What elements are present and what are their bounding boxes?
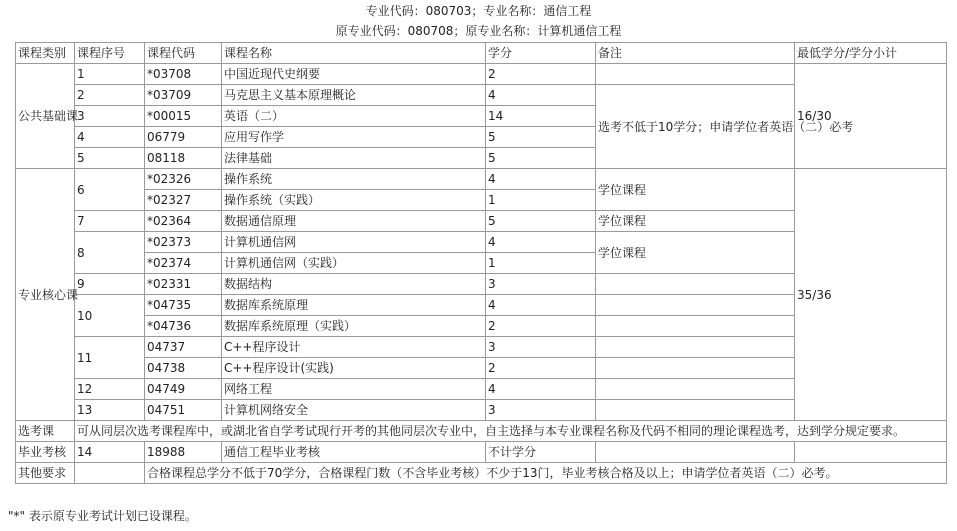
course-code: *02364 (145, 211, 222, 232)
course-name: 计算机通信网（实践） (222, 253, 486, 274)
course-name: 数据通信原理 (222, 211, 486, 232)
course-seq: 7 (75, 211, 145, 232)
course-credit: 1 (486, 253, 596, 274)
graduation-row (16, 442, 947, 463)
course-code: 08118 (145, 148, 222, 169)
category-elective: 选考课 (16, 421, 75, 442)
course-seq: 2 (75, 85, 145, 106)
course-code: *02326 (145, 169, 222, 190)
course-credit: 4 (486, 169, 596, 190)
subtotal-public: 16/30 (795, 64, 947, 169)
course-credit: 5 (486, 148, 596, 169)
course-note-empty (596, 442, 795, 463)
course-name: 计算机通信网 (222, 232, 486, 253)
course-seq: 11 (75, 337, 145, 379)
course-seq: 4 (75, 127, 145, 148)
elective-row (16, 421, 947, 442)
category-core: 专业核心课 (16, 169, 75, 421)
subtotal-core: 35/36 (795, 169, 947, 421)
course-credit: 1 (486, 190, 596, 211)
major-code-line: 专业代码：080703；专业名称：通信工程 (365, 4, 592, 18)
course-credit: 不计学分 (486, 442, 596, 463)
course-seq: 12 (75, 379, 145, 400)
course-name: 数据库系统原理（实践） (222, 316, 486, 337)
course-code: 04751 (145, 400, 222, 421)
course-credit: 5 (486, 127, 596, 148)
table-row (16, 64, 947, 85)
course-credit: 4 (486, 379, 596, 400)
course-code: 18988 (145, 442, 222, 463)
course-note-empty (596, 274, 795, 295)
course-credit: 4 (486, 232, 596, 253)
course-code: *02373 (145, 232, 222, 253)
course-note-empty (596, 379, 795, 400)
course-name: C++程序设计(实践) (222, 358, 486, 379)
course-note-empty (596, 64, 795, 85)
course-code: *03709 (145, 85, 222, 106)
former-major-code-line: 原专业代码：080708；原专业名称：计算机通信工程 (335, 24, 622, 38)
elective-description: 可从同层次选考课程库中，或湖北省自学考试现行开考的其他同层次专业中，自主选择与本专业课程名称及代码不相同的理论课程选考，达到学分规定要求。 (75, 421, 947, 442)
category-other: 其他要求 (16, 463, 75, 484)
note-public: 选考不低于10学分；申请学位者英语（二）必考 (596, 85, 795, 169)
table-header-row (16, 43, 947, 64)
course-name: 马克思主义基本原理概论 (222, 85, 486, 106)
course-name: 数据结构 (222, 274, 486, 295)
table-row (16, 169, 947, 190)
course-code: 06779 (145, 127, 222, 148)
category-graduation: 毕业考核 (16, 442, 75, 463)
course-plan-table (15, 42, 947, 484)
course-code: *04735 (145, 295, 222, 316)
col-header-code: 课程代码 (145, 43, 222, 64)
course-credit: 3 (486, 337, 596, 358)
category-public: 公共基础课 (16, 64, 75, 169)
other-empty-cell (75, 463, 145, 484)
course-seq: 8 (75, 232, 145, 274)
course-code: *02327 (145, 190, 222, 211)
course-name: 网络工程 (222, 379, 486, 400)
course-seq: 9 (75, 274, 145, 295)
course-name: 数据库系统原理 (222, 295, 486, 316)
subtotal-empty (795, 442, 947, 463)
course-code: *02331 (145, 274, 222, 295)
course-note: 学位课程 (596, 211, 795, 232)
footnote: "*" 表示原专业考试计划已设课程。 (8, 509, 197, 523)
course-note-empty (596, 337, 795, 358)
course-note: 学位课程 (596, 232, 795, 274)
course-name: 通信工程毕业考核 (222, 442, 486, 463)
course-code: *04736 (145, 316, 222, 337)
course-seq: 5 (75, 148, 145, 169)
course-seq: 6 (75, 169, 145, 211)
other-requirements-text: 合格课程总学分不低于70学分，合格课程门数（不含毕业考核）不少于13门，毕业考核合格及以上；申请学位者英语（二）必考。 (145, 463, 947, 484)
course-name: 操作系统（实践） (222, 190, 486, 211)
course-seq: 13 (75, 400, 145, 421)
course-credit: 5 (486, 211, 596, 232)
course-name: 计算机网络安全 (222, 400, 486, 421)
course-credit: 3 (486, 274, 596, 295)
course-seq: 1 (75, 64, 145, 85)
course-credit: 14 (486, 106, 596, 127)
col-header-name: 课程名称 (222, 43, 486, 64)
course-note-empty (596, 358, 795, 379)
course-code: 04737 (145, 337, 222, 358)
course-credit: 4 (486, 295, 596, 316)
course-seq: 14 (75, 442, 145, 463)
course-name: 英语（二） (222, 106, 486, 127)
course-code: 04738 (145, 358, 222, 379)
col-header-seq: 课程序号 (75, 43, 145, 64)
course-note-empty (596, 295, 795, 316)
course-name: 操作系统 (222, 169, 486, 190)
other-requirements-row (16, 463, 947, 484)
course-name: 应用写作学 (222, 127, 486, 148)
plan-header (0, 0, 957, 41)
course-name: C++程序设计 (222, 337, 486, 358)
course-code: *02374 (145, 253, 222, 274)
course-credit: 4 (486, 85, 596, 106)
col-header-credit: 学分 (486, 43, 596, 64)
course-code: 04749 (145, 379, 222, 400)
course-credit: 2 (486, 316, 596, 337)
course-code: *00015 (145, 106, 222, 127)
course-credit: 3 (486, 400, 596, 421)
col-header-subtotal: 最低学分/学分小计 (795, 43, 947, 64)
course-note-empty (596, 316, 795, 337)
course-note: 学位课程 (596, 169, 795, 211)
course-name: 法律基础 (222, 148, 486, 169)
course-code: *03708 (145, 64, 222, 85)
course-note-empty (596, 400, 795, 421)
col-header-note: 备注 (596, 43, 795, 64)
course-seq: 3 (75, 106, 145, 127)
course-credit: 2 (486, 64, 596, 85)
course-credit: 2 (486, 358, 596, 379)
course-seq: 10 (75, 295, 145, 337)
col-header-category: 课程类别 (16, 43, 75, 64)
course-name: 中国近现代史纲要 (222, 64, 486, 85)
